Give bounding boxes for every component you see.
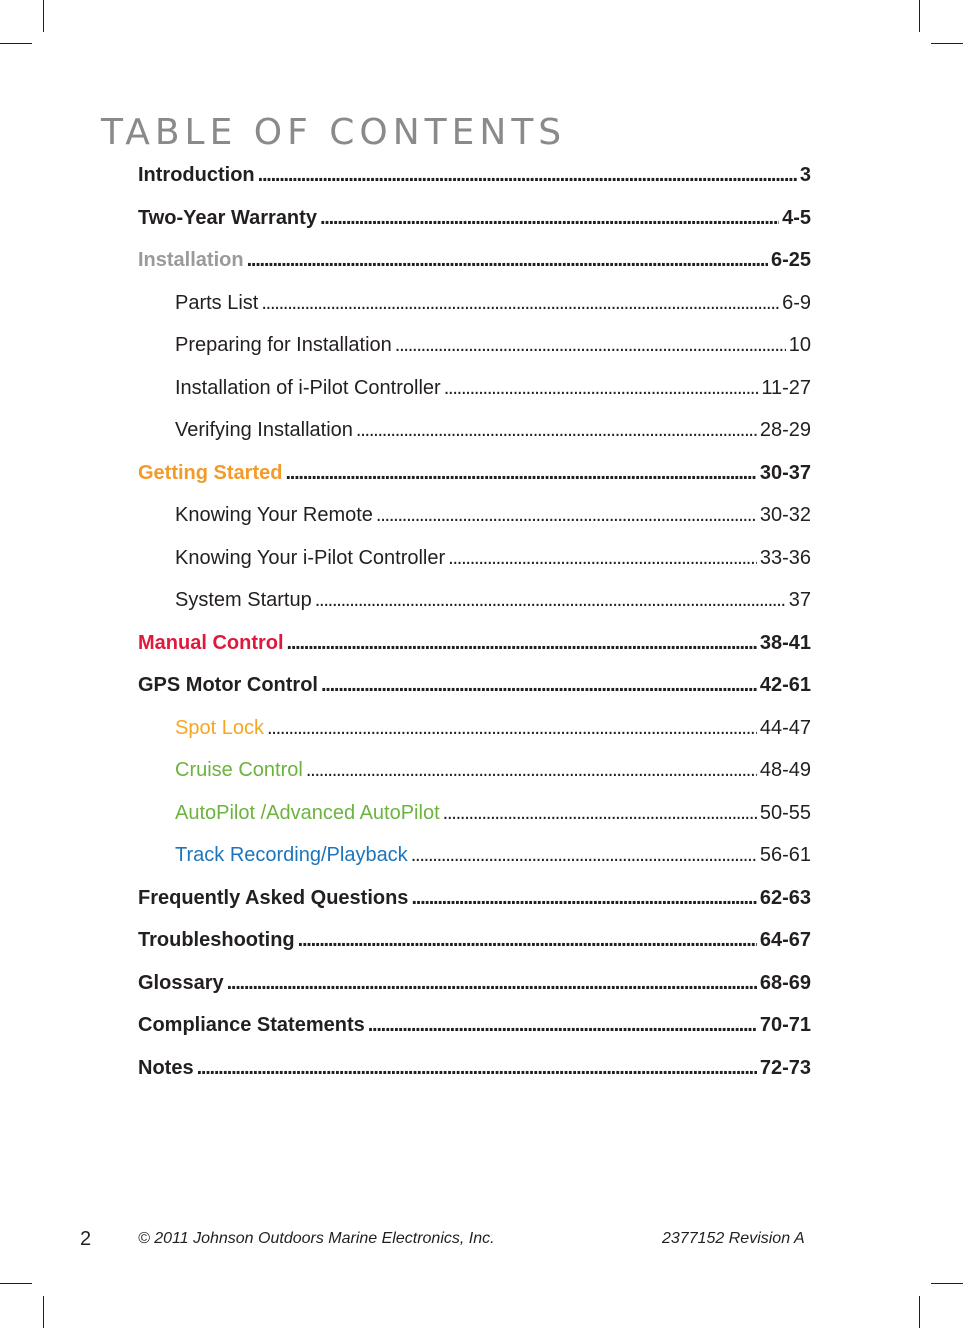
toc-entry[interactable] <box>138 717 811 760</box>
copyright-notice: © 2011 Johnson Outdoors Marine Electronics, Inc. <box>138 1230 495 1247</box>
toc-entry-label: Verifying Installation <box>175 419 353 441</box>
toc-entry[interactable] <box>138 249 811 292</box>
toc-entry-page: 38-41 <box>759 631 811 654</box>
toc-entry-label: Knowing Your Remote <box>175 504 373 526</box>
toc-entry-label: Manual Control <box>138 631 284 654</box>
toc-entry[interactable] <box>138 1057 811 1100</box>
toc-entry-label: GPS Motor Control <box>138 674 318 696</box>
toc-entry-label: Installation <box>138 249 244 271</box>
toc-entry-page: 62-63 <box>759 886 811 909</box>
toc-entry-page: 33-36 <box>759 546 811 569</box>
toc-entry[interactable] <box>138 164 811 207</box>
toc-entry-page: 6-25 <box>770 249 811 271</box>
toc-entry-label: Preparing for Installation <box>175 334 392 356</box>
toc-entry-label: Getting Started <box>138 461 283 484</box>
toc-leader-dots <box>267 717 757 740</box>
toc-entry[interactable] <box>138 929 811 972</box>
toc-leader-dots <box>444 377 759 400</box>
toc-leader-dots <box>315 589 786 612</box>
toc-entry-page: 11-27 <box>761 376 811 399</box>
toc-entry-label: Introduction <box>138 164 255 186</box>
toc-leader-dots <box>411 844 757 867</box>
page-title: TABLE OF CONTENTS <box>101 112 567 153</box>
toc-entry-page: 10 <box>788 334 811 356</box>
toc-entry-page: 42-61 <box>759 674 811 696</box>
crop-mark <box>43 0 44 32</box>
toc-entry[interactable] <box>138 632 811 675</box>
toc-leader-dots <box>287 632 757 655</box>
toc-entry-label: Glossary <box>138 971 224 994</box>
toc-leader-dots <box>258 164 797 187</box>
toc-entry[interactable] <box>138 844 811 887</box>
toc-entry-page: 3 <box>799 164 811 186</box>
toc-entry[interactable] <box>138 802 811 845</box>
toc-entry-page: 28-29 <box>759 419 811 441</box>
crop-mark <box>0 1283 32 1284</box>
toc-entry-page: 70-71 <box>759 1014 811 1036</box>
crop-mark <box>919 0 920 32</box>
toc-entry-page: 30-32 <box>759 504 811 526</box>
toc-entry-label: Spot Lock <box>175 716 264 739</box>
toc-entry[interactable] <box>138 759 811 802</box>
toc-entry-page: 64-67 <box>759 929 811 951</box>
toc-leader-dots <box>261 292 779 315</box>
toc-entry-label: Notes <box>138 1056 194 1079</box>
toc-leader-dots <box>227 972 757 995</box>
toc-entry-page: 30-37 <box>759 461 811 484</box>
toc-entry-label: AutoPilot /Advanced AutoPilot <box>175 801 440 824</box>
toc-entry[interactable] <box>138 462 811 505</box>
toc-entry-page: 4-5 <box>782 206 811 229</box>
toc-entry-label: Parts List <box>175 291 259 314</box>
toc-leader-dots <box>298 929 757 952</box>
toc-entry[interactable] <box>138 377 811 420</box>
page-number: 2 <box>80 1228 92 1250</box>
toc-leader-dots <box>285 462 756 485</box>
revision-label: 2377152 Revision A <box>662 1230 805 1247</box>
crop-mark <box>43 1296 44 1328</box>
toc-entry-page: 72-73 <box>759 1056 811 1079</box>
toc-entry-label: Two-Year Warranty <box>138 206 317 229</box>
toc-entry[interactable] <box>138 207 811 250</box>
toc-entry-label: Knowing Your i-Pilot Controller <box>175 546 446 569</box>
toc-leader-dots <box>368 1014 757 1037</box>
toc-leader-dots <box>448 547 757 570</box>
toc-leader-dots <box>306 759 757 782</box>
toc-entry-label: Troubleshooting <box>138 929 295 951</box>
toc-entry-label: Frequently Asked Questions <box>138 886 409 909</box>
table-of-contents <box>138 164 811 1099</box>
toc-entry-label: Cruise Control <box>175 759 303 781</box>
toc-entry[interactable] <box>138 419 811 462</box>
toc-entry-label: System Startup <box>175 589 312 611</box>
crop-mark <box>0 43 32 44</box>
toc-entry-page: 48-49 <box>759 759 811 781</box>
toc-entry-page: 6-9 <box>782 291 811 314</box>
toc-entry[interactable] <box>138 674 811 717</box>
crop-mark <box>931 43 963 44</box>
toc-entry[interactable] <box>138 547 811 590</box>
toc-leader-dots <box>247 249 768 272</box>
crop-mark <box>919 1296 920 1328</box>
toc-entry-page: 68-69 <box>759 971 811 994</box>
toc-entry-page: 44-47 <box>759 716 811 739</box>
toc-entry-page: 56-61 <box>759 844 811 866</box>
toc-leader-dots <box>356 419 757 442</box>
toc-leader-dots <box>411 887 756 910</box>
toc-entry[interactable] <box>138 972 811 1015</box>
toc-entry-page: 37 <box>788 589 811 611</box>
toc-entry[interactable] <box>138 334 811 377</box>
toc-leader-dots <box>443 802 757 825</box>
crop-mark <box>931 1283 963 1284</box>
toc-entry[interactable] <box>138 292 811 335</box>
toc-entry[interactable] <box>138 589 811 632</box>
toc-entry[interactable] <box>138 1014 811 1057</box>
toc-leader-dots <box>395 334 786 357</box>
toc-entry[interactable] <box>138 504 811 547</box>
toc-leader-dots <box>321 674 757 697</box>
toc-entry[interactable] <box>138 887 811 930</box>
toc-leader-dots <box>320 207 779 230</box>
toc-entry-page: 50-55 <box>759 801 811 824</box>
toc-entry-label: Installation of i-Pilot Controller <box>175 376 441 399</box>
toc-leader-dots <box>197 1057 757 1080</box>
toc-entry-label: Track Recording/Playback <box>175 844 408 866</box>
toc-entry-label: Compliance Statements <box>138 1014 365 1036</box>
toc-leader-dots <box>376 504 757 527</box>
